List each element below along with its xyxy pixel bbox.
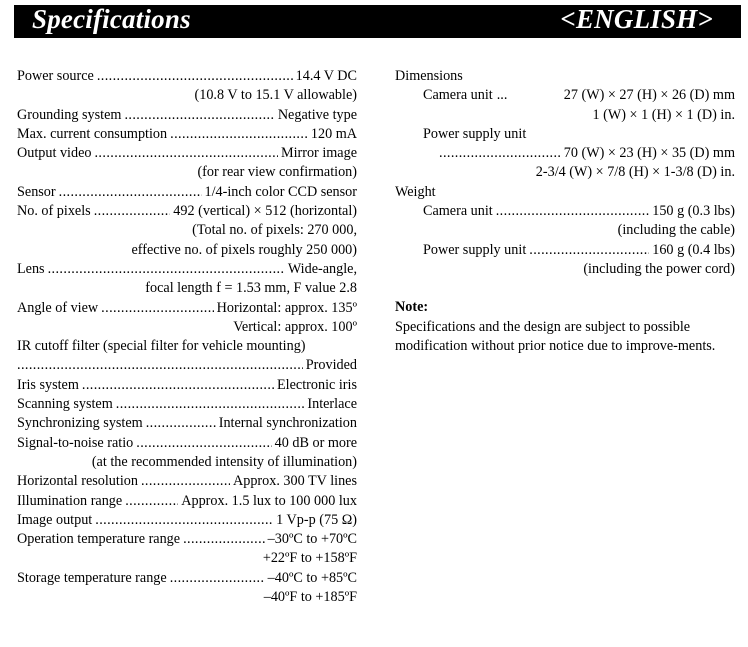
leader-dots <box>94 202 171 221</box>
spec-row-iris <box>17 376 357 395</box>
spec-continuation: (including the power cord) <box>583 260 735 277</box>
spec-row-output-video <box>17 144 357 163</box>
spec-row-power-source <box>17 67 357 86</box>
spec-label-ir-filter: IR cutoff filter (special filter for vehicle mounting) <box>17 338 306 355</box>
spec-continuation: 2-3/4 (W) × 7/8 (H) × 1-3/8 (D) in. <box>535 164 735 181</box>
leader-dots <box>59 183 202 202</box>
weight-heading: Weight <box>395 183 436 200</box>
leader-dots: ... <box>496 87 508 104</box>
spec-row-illumination <box>17 492 357 511</box>
spec-row-current <box>17 125 357 144</box>
spec-continuation: (for rear view confirmation) <box>197 164 357 181</box>
spec-value: Horizontal: approx. 135º <box>216 299 357 316</box>
spec-value: 14.4 V DC <box>295 68 357 84</box>
spec-continuation: 1 (W) × 1 (H) × 1 (D) in. <box>592 106 735 123</box>
spec-row-scanning <box>17 395 357 414</box>
leader-dots <box>496 202 650 221</box>
spec-row-sync <box>17 414 357 433</box>
spec-row-camera-dimensions <box>395 86 735 105</box>
spec-value: 1 Vp-p (75 Ω) <box>276 511 357 528</box>
leader-dots <box>170 125 308 144</box>
spec-value: Electronic iris <box>277 376 357 393</box>
spec-continuation: –40ºF to +185ºF <box>263 589 357 606</box>
leader-dots <box>101 299 213 318</box>
spec-row-grounding <box>17 106 357 125</box>
leader-dots <box>439 144 561 163</box>
spec-label: Scanning system <box>17 396 113 413</box>
leader-dots <box>48 260 285 279</box>
spec-value: 70 (W) × 23 (H) × 35 (D) mm <box>563 145 735 162</box>
spec-row-sensor <box>17 183 357 202</box>
leader-dots <box>17 356 303 375</box>
spec-continuation: focal length f = 1.53 mm, F value 2.8 <box>145 280 357 297</box>
spec-label: Iris system <box>17 376 79 393</box>
spec-continuation: (10.8 V to 15.1 V allowable) <box>194 87 357 104</box>
spec-row-snr <box>17 434 357 453</box>
spec-label: Lens <box>17 260 45 277</box>
spec-value: 150 g (0.3 lbs) <box>652 203 735 220</box>
spec-row-power-supply-weight <box>395 241 735 260</box>
spec-row-ir-filter <box>17 356 357 375</box>
section-header-bar <box>14 5 741 38</box>
leader-dots <box>125 492 178 511</box>
spec-label: Camera unit <box>423 203 493 220</box>
spec-row-lens <box>17 260 357 279</box>
page-title: Specifications <box>32 4 191 34</box>
specs-left-column <box>17 67 357 607</box>
spec-value: 40 dB or more <box>274 434 357 451</box>
leader-dots <box>170 569 265 588</box>
spec-row-camera-weight <box>395 202 735 221</box>
language-label: <ENGLISH> <box>560 4 713 34</box>
spec-continuation: (at the recommended intensity of illumination) <box>91 453 357 470</box>
spec-row-power-supply-dimensions <box>395 144 735 163</box>
spec-value: Provided <box>305 357 357 374</box>
spec-value: 27 (W) × 27 (H) × 26 (D) mm <box>563 87 735 104</box>
spec-value: Approx. 300 TV lines <box>232 473 357 490</box>
spec-value: Interlace <box>307 396 357 413</box>
spec-continuation: (including the cable) <box>617 222 735 239</box>
spec-label: Horizontal resolution <box>17 473 138 490</box>
spec-value: 492 (vertical) × 512 (horizontal) <box>173 203 357 220</box>
spec-label: Operation temperature range <box>17 531 181 548</box>
leader-dots <box>97 67 293 86</box>
spec-value: –30ºC to +70ºC <box>267 531 357 548</box>
spec-label: Illumination range <box>17 492 123 509</box>
spec-row-pixels <box>17 202 357 221</box>
dimensions-heading: Dimensions <box>395 68 463 84</box>
leader-dots <box>136 434 271 453</box>
spec-value: Approx. 1.5 lux to 100 000 lux <box>181 492 357 509</box>
spec-label: Signal-to-noise ratio <box>17 434 134 451</box>
spec-value: 160 g (0.4 lbs) <box>652 241 735 258</box>
spec-label: Synchronizing system <box>17 415 143 432</box>
leader-dots <box>82 376 274 395</box>
spec-row-angle <box>17 299 357 318</box>
spec-label: Power supply unit <box>423 241 527 258</box>
spec-value: Internal synchronization <box>218 415 357 432</box>
leader-dots <box>94 144 277 163</box>
spec-value: –40ºC to +85ºC <box>267 569 357 586</box>
spec-continuation: effective no. of pixels roughly 250 000) <box>131 241 357 258</box>
spec-label: Max. current consumption <box>17 125 168 142</box>
note-text: Specifications and the design are subject to possible modification without prior notice due to improve-ments. <box>395 318 716 355</box>
leader-dots <box>141 472 230 491</box>
spec-continuation: Vertical: approx. 100º <box>233 318 357 335</box>
spec-label: Power source <box>17 68 94 84</box>
spec-value: Negative type <box>277 106 357 123</box>
leader-dots <box>529 241 649 260</box>
leader-dots <box>183 530 265 549</box>
spec-label: Grounding system <box>17 106 122 123</box>
spec-label: Angle of view <box>17 299 99 316</box>
spec-label: Storage temperature range <box>17 569 167 586</box>
spec-row-operation-temperature <box>17 530 357 549</box>
spec-row-image-output <box>17 511 357 530</box>
spec-label: No. of pixels <box>17 203 91 220</box>
spec-label: Image output <box>17 511 93 528</box>
spec-value: Wide-angle, <box>287 260 357 277</box>
spec-value: 1/4-inch color CCD sensor <box>204 183 357 200</box>
specs-right-column <box>395 67 735 357</box>
spec-label: Output video <box>17 145 92 162</box>
leader-dots <box>95 511 273 530</box>
spec-label: Camera unit <box>423 87 493 104</box>
note-heading: Note: <box>395 299 429 316</box>
leader-dots <box>116 395 305 414</box>
leader-dots <box>124 106 274 125</box>
spec-value: 120 mA <box>310 125 357 142</box>
spec-value: Mirror image <box>280 145 357 162</box>
spec-label-power-supply-dimensions: Power supply unit <box>423 125 527 142</box>
spec-label: Sensor <box>17 183 56 200</box>
spec-continuation: +22ºF to +158ºF <box>262 550 357 567</box>
spec-continuation: (Total no. of pixels: 270 000, <box>192 222 357 239</box>
spec-row-horizontal-resolution <box>17 472 357 491</box>
leader-dots <box>146 414 216 433</box>
spec-row-storage-temperature <box>17 569 357 588</box>
